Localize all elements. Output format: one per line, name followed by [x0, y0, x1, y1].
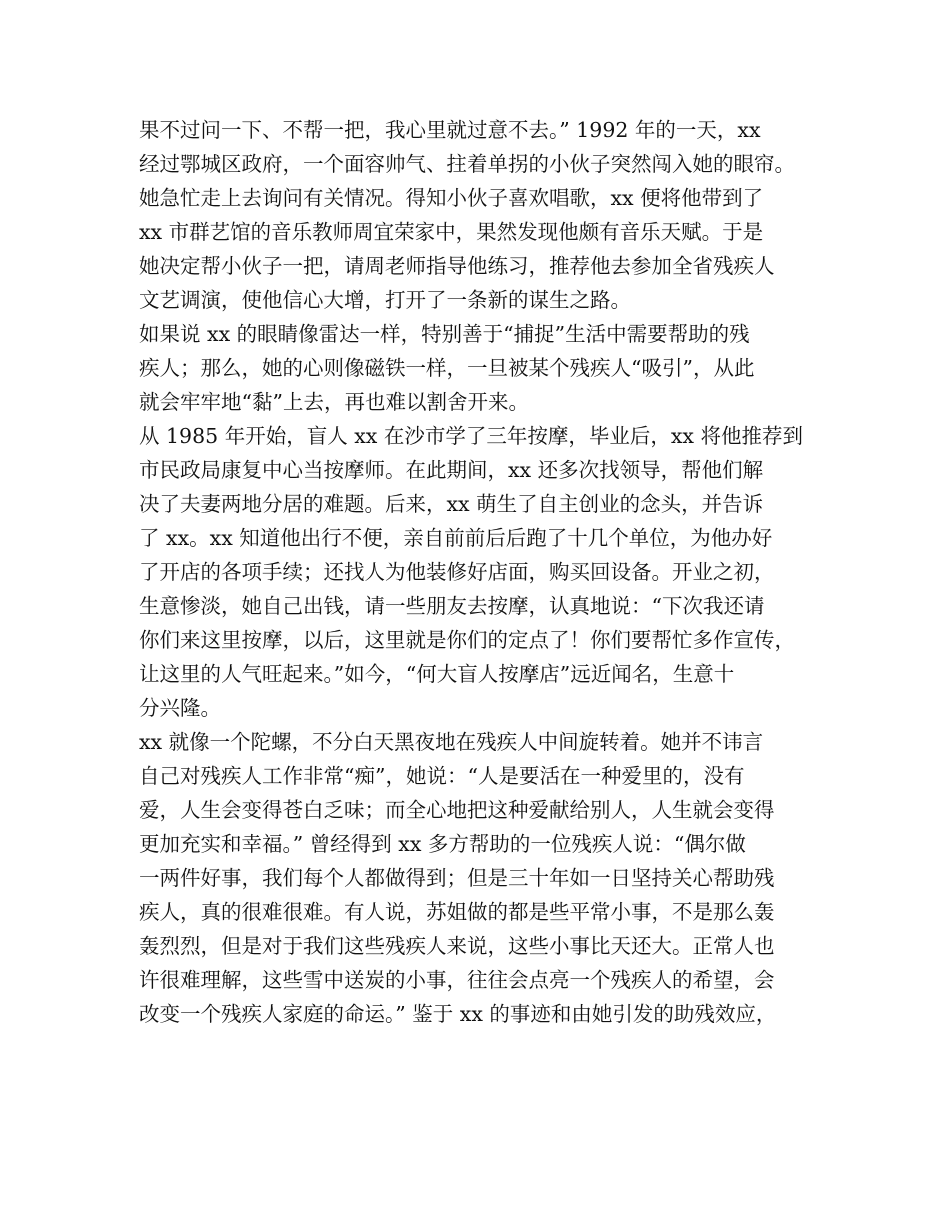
text-line: 改变一个残疾人家庭的命运。” 鉴于 xx 的事迹和由她引发的助残效应，: [139, 1002, 777, 1026]
text-line: 让这里的人气旺起来。”如今，“何大盲人按摩店”远近闻名，生意十: [139, 662, 735, 686]
text-line: xx 就像一个陀螺，不分白天黑夜地在残疾人中间旋转着。她并不讳言: [139, 730, 764, 754]
text-line: 疾人；那么，她的心则像磁铁一样，一旦被某个残疾人“吸引”，从此: [139, 356, 755, 380]
text-line: 爱，人生会变得苍白乏味；而全心地把这种爱献给别人，人生就会变得: [139, 798, 775, 822]
text-line: 了 xx。xx 知道他出行不便，亲自前前后后跑了十几个单位，为他办好: [139, 526, 773, 550]
text-line: 疾人，真的很难很难。有人说，苏姐做的都是些平常小事，不是那么轰: [139, 900, 775, 924]
text-line: 果不过问一下、不帮一把，我心里就过意不去。” 1992 年的一天，xx: [139, 118, 761, 142]
text-line: 市民政局康复中心当按摩师。在此期间，xx 还多次找领导，帮他们解: [139, 458, 764, 482]
text-line: 经过鄂城区政府，一个面容帅气、拄着单拐的小伙子突然闯入她的眼帘。: [139, 152, 795, 176]
text-line: 她决定帮小伙子一把，请周老师指导他练习，推荐他去参加全省残疾人: [139, 254, 775, 278]
text-line: 如果说 xx 的眼睛像雷达一样，特别善于“捕捉”生活中需要帮助的残: [139, 322, 750, 346]
text-line: 她急忙走上去询问有关情况。得知小伙子喜欢唱歌，xx 便将他带到了: [139, 186, 764, 210]
text-line: 许很难理解，这些雪中送炭的小事，往往会点亮一个残疾人的希望，会: [139, 968, 775, 992]
text-line: 生意惨淡，她自己出钱，请一些朋友去按摩，认真地说：“下次我还请: [139, 594, 765, 618]
text-line: 就会牢牢地“黏”上去，再也难以割舍开来。: [139, 390, 529, 414]
text-line: xx 市群艺馆的音乐教师周宜荣家中，果然发现他颇有音乐天赋。于是: [139, 220, 764, 244]
text-line: 文艺调演，使他信心大增，打开了一条新的谋生之路。: [139, 288, 631, 312]
text-line: 自己对残疾人工作非常“痴”，她说：“人是要活在一种爱里的，没有: [139, 764, 745, 788]
text-line: 轰烈烈，但是对于我们这些残疾人来说，这些小事比天还大。正常人也: [139, 934, 775, 958]
text-line: 更加充实和幸福。” 曾经得到 xx 多方帮助的一位残疾人说：“偶尔做: [139, 832, 746, 856]
text-line: 你们来这里按摩，以后，这里就是你们的定点了！你们要帮忙多作宣传，: [139, 628, 795, 652]
text-line: 决了夫妻两地分居的难题。后来，xx 萌生了自主创业的念头，并告诉: [139, 492, 764, 516]
text-line: 分兴隆。: [139, 696, 221, 720]
text-line: 一两件好事，我们每个人都做得到；但是三十年如一日坚持关心帮助残: [139, 866, 775, 890]
body-text: [139, 113, 829, 1031]
text-line: 从 1985 年开始，盲人 xx 在沙市学了三年按摩，毕业后，xx 将他推荐到: [139, 424, 803, 448]
text-line: 了开店的各项手续；还找人为他装修好店面，购买回设备。开业之初，: [139, 560, 775, 584]
